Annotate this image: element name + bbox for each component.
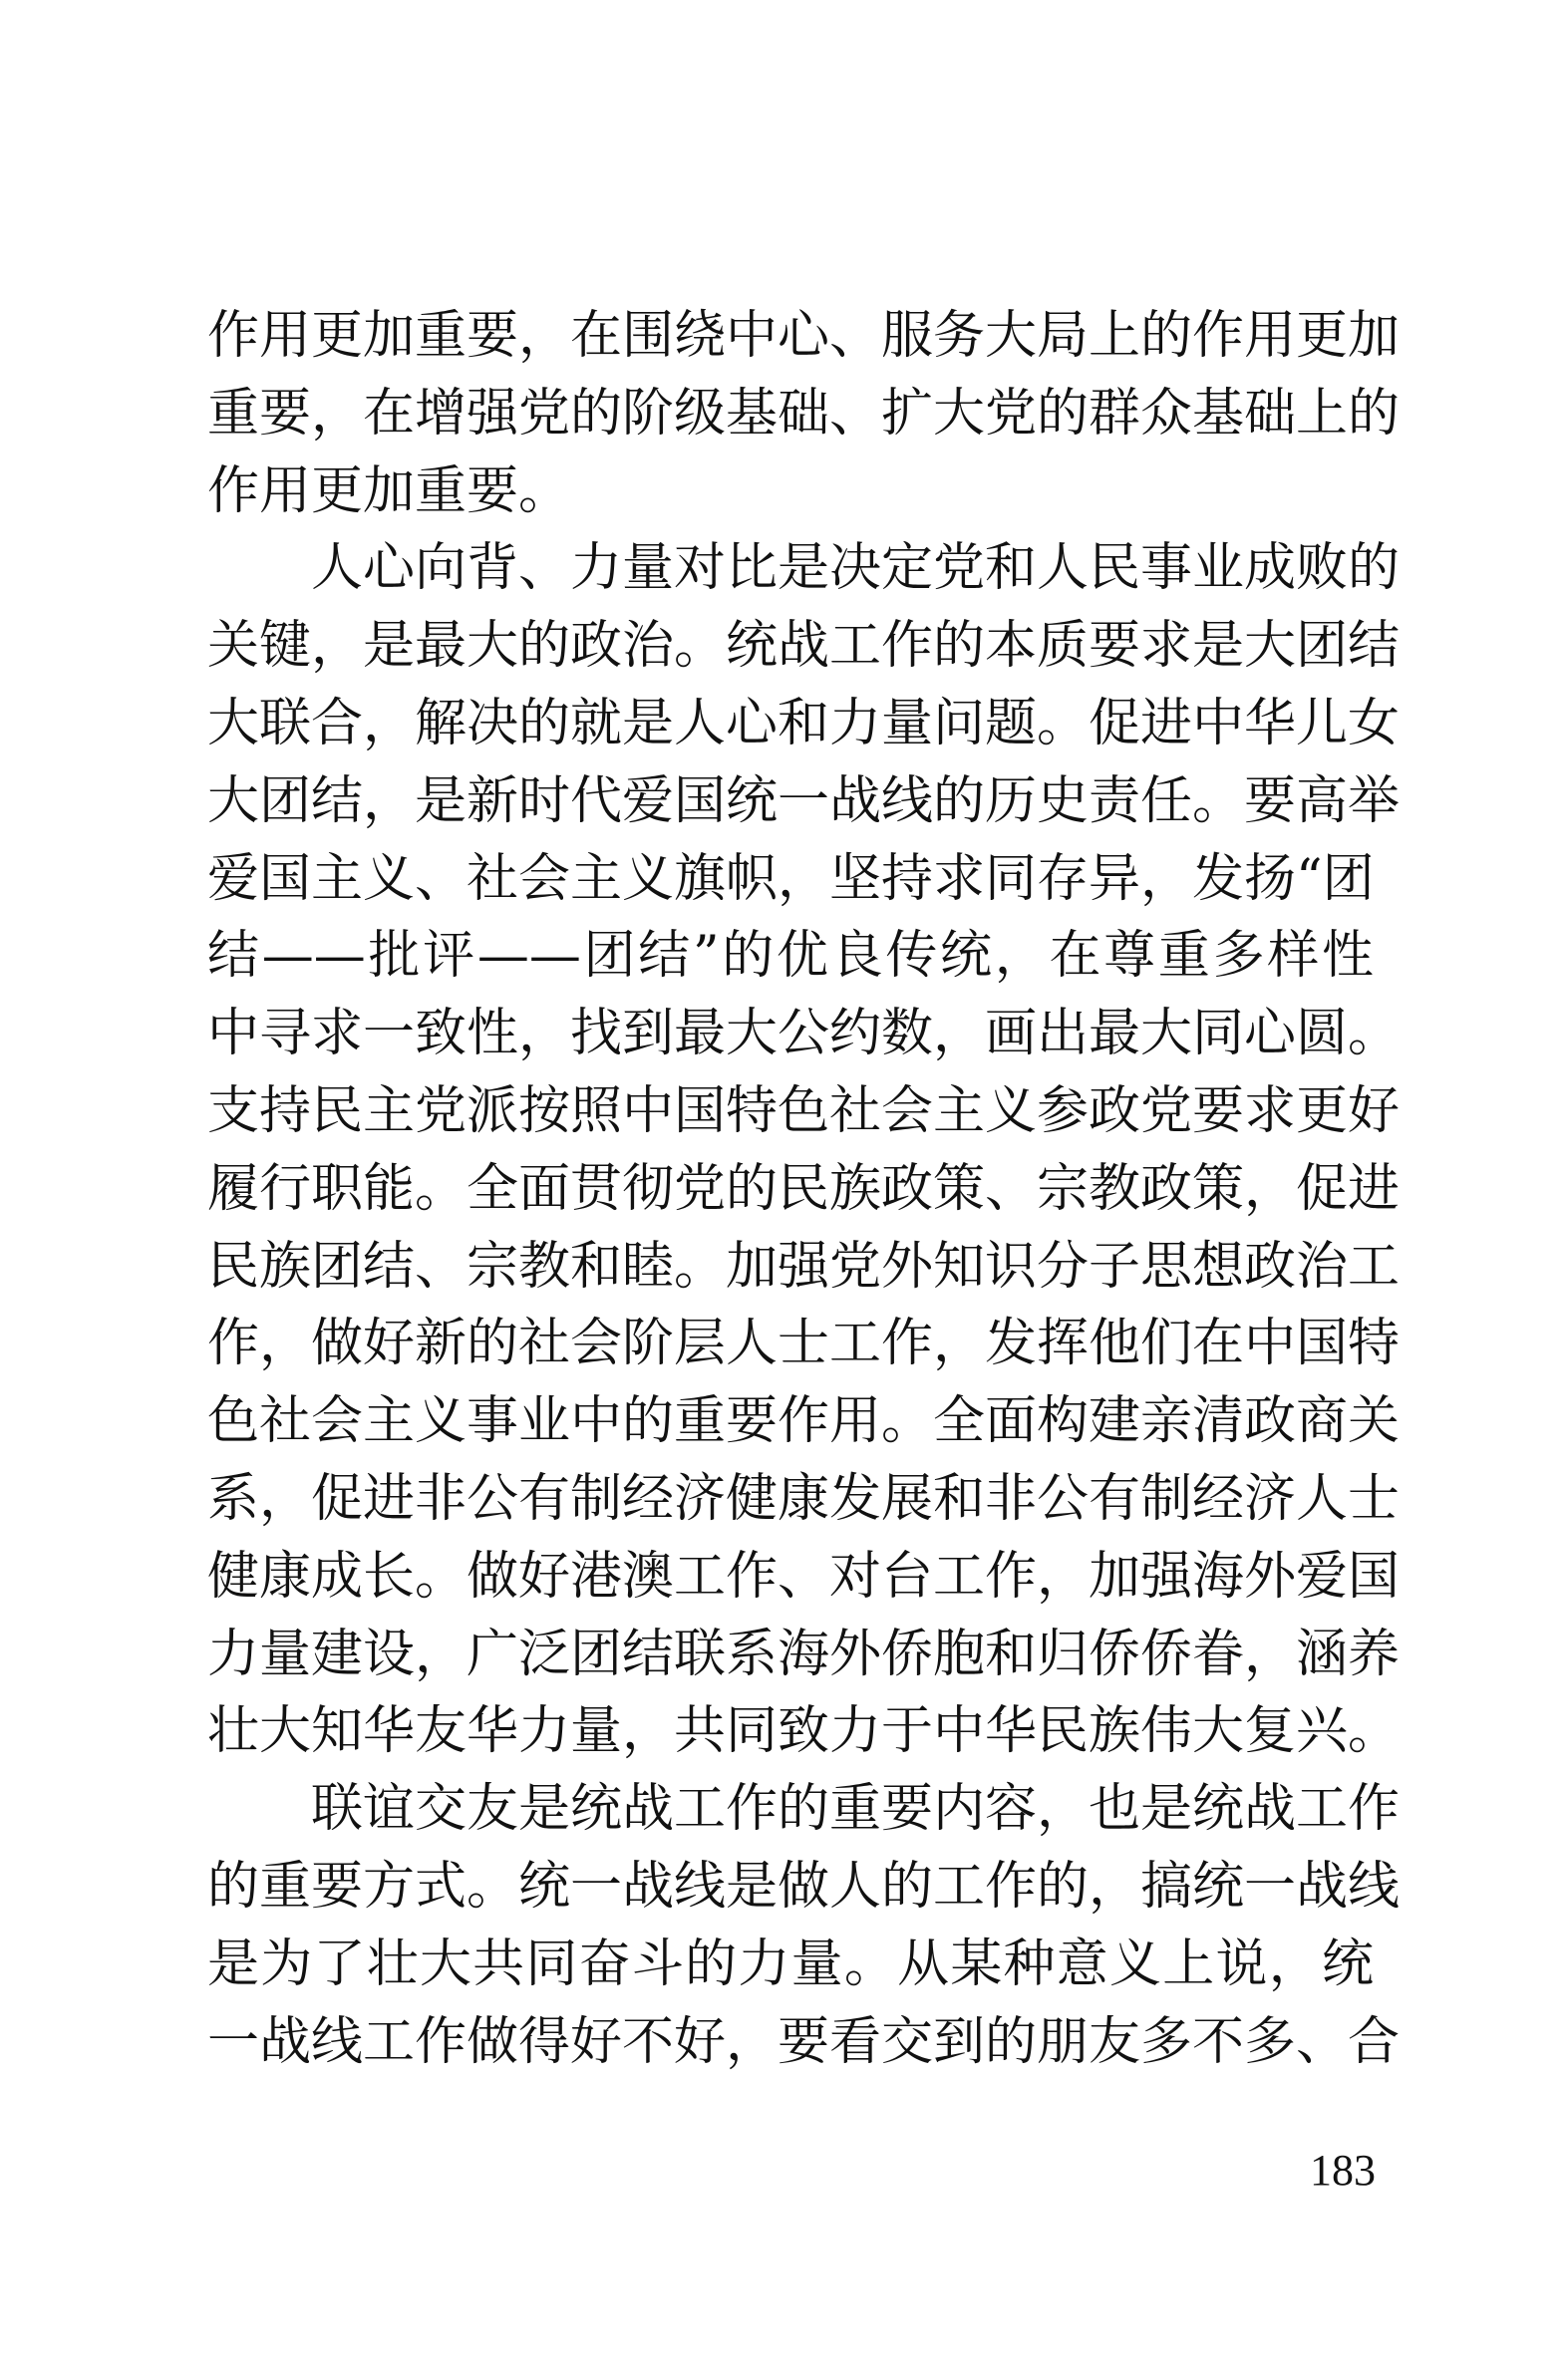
text-line: 民族团结、宗教和睦。加强党外知识分子思想政治工: [207, 1236, 1401, 1297]
text-line: 色社会主义事业中的重要作用。全面构建亲清政商关: [207, 1391, 1401, 1452]
text-line: 支持民主党派按照中国特色社会主义参政党要求更好: [207, 1080, 1401, 1141]
text-line: 作，做好新的社会阶层人士工作，发挥他们在中国特: [207, 1314, 1401, 1374]
text-line: 人心向背、力量对比是决定党和人民事业成败的: [311, 538, 1401, 599]
body-text: [207, 298, 1401, 2081]
text-line: 系，促进非公有制经济健康发展和非公有制经济人士: [207, 1468, 1401, 1529]
text-line: 的重要方式。统一战线是做人的工作的，搞统一战线: [207, 1856, 1401, 1917]
text-line: 结——批评——团结”的优良传统，在尊重多样性: [207, 926, 1374, 987]
text-line: 联谊交友是统战工作的重要内容，也是统战工作: [311, 1779, 1401, 1840]
text-line: 关键，是最大的政治。统战工作的本质要求是大团结: [207, 616, 1401, 677]
paragraph: [207, 298, 1401, 530]
text-line: 中寻求一致性，找到最大公约数，画出最大同心圆。: [207, 1004, 1401, 1064]
text-line: 大团结，是新时代爱国统一战线的历史责任。要高举: [207, 770, 1401, 831]
text-line: 是为了壮大共同奋斗的力量。从某种意义上说，统: [207, 1934, 1374, 1994]
text-line: 作用更加重要。: [207, 460, 571, 521]
page-number: 183: [1310, 2146, 1376, 2195]
text-line: 大联合，解决的就是人心和力量问题。促进中华儿女: [207, 693, 1401, 753]
text-line: 爱国主义、社会主义旗帜，坚持求同存异，发扬“团: [207, 848, 1375, 909]
text-line: 重要，在增强党的阶级基础、扩大党的群众基础上的: [207, 383, 1401, 444]
paragraph: [207, 1771, 1401, 2081]
text-line: 履行职能。全面贯彻党的民族政策、宗教政策，促进: [207, 1158, 1401, 1219]
text-line: 健康成长。做好港澳工作、对台工作，加强海外爱国: [207, 1546, 1401, 1607]
text-line: 作用更加重要，在围绕中心、服务大局上的作用更加: [207, 306, 1401, 366]
text-line: 一战线工作做得好不好，要看交到的朋友多不多、合: [207, 2011, 1401, 2072]
text-line: 壮大知华友华力量，共同致力于中华民族伟大复兴。: [207, 1701, 1401, 1762]
paragraph: [207, 530, 1401, 1771]
text-line: 力量建设，广泛团结联系海外侨胞和归侨侨眷，涵养: [207, 1624, 1401, 1684]
